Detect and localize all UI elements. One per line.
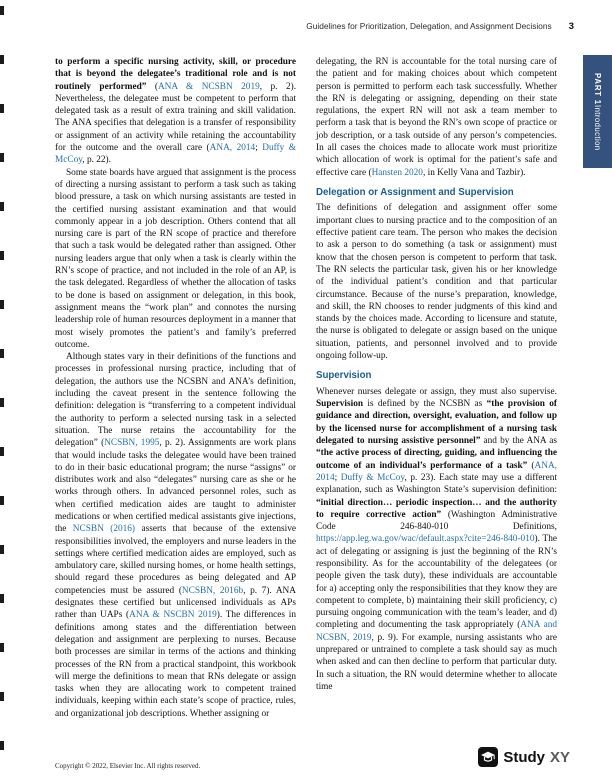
running-head [55, 21, 574, 32]
body-text: (Washington Administrative Code 246-840-010 Definitions, [316, 509, 557, 533]
edge-mark [0, 153, 4, 162]
running-head-title: Guidelines for Prioritization, Delegation, and Assignment Decisions [306, 21, 552, 31]
body-text: , p. 2). Assignments are work plans that would include tasks the delegatee would have been trained to do in their basic educational program; the nurse “assigns” or distributes work and also “delegates” nursing care as she or he works through others. In advanced personnel roles, such as when certified medication aides are taught to administer medications or when certified medical assistants give injections, the [55, 438, 296, 535]
part-section-label: Introduction [593, 104, 602, 151]
brand-name-secondary: XY [549, 748, 570, 766]
body-text: is defined by the NCSBN as [363, 399, 487, 410]
body-text: delegating, the RN is accountable for the total nursing care of the patient and for making choices about which competent person is permitted to perform each task successfully. Whether the RN is delegating or assigning, depending on their state regulations, the expert RN will not ask a team member to perform a task that is beyond the RN’s own scope of practice or job description, or a task outside of any person’s competencies. In all cases the choices made to allocate work must prioritize which allocation of work is optimal for the patient’s safe and effective care ( [316, 57, 557, 178]
edge-mark [0, 55, 4, 64]
body-text: ). The differences in definitions among states and the differentiation between delegation and assignment are perplexing to nurses. Because both processes are similar in terms of the actions and thinking processes of the RN from a practical standpoint, this workbook will merge the definitions to mean that RNs delegate or assign tasks when they are allocating work to competent trained individuals, keeping within each state’s scope of practice, rules, and organizational job descriptions. Whether assigning or [55, 610, 296, 719]
body-text: , p. 22). [82, 155, 111, 166]
citation-link[interactable]: Duffy & McCoy [55, 143, 296, 166]
body-text: Although states vary in their definitions of the functions and processes in professional nursing practice, including that of delegation, the authors use the NCSBN and ANA’s definition, including the caveat present in the sentence following the definition: delegation is “transferring to a competent individual the authority to perform a selected nursing task in a selected situation. The nurse retains the accountability for the delegation” ( [55, 352, 296, 449]
paragraph [316, 56, 557, 179]
edge-mark [0, 741, 4, 750]
section-heading: Supervision [316, 370, 372, 382]
paragraph [55, 56, 296, 167]
citation-link[interactable]: ANA and NCSBN, 2019 [316, 620, 557, 643]
citation-link[interactable]: NCSBN, 2016b [181, 585, 244, 596]
citation-link[interactable]: ANA & NCSBN 2019 [157, 81, 260, 92]
part-label: PART 1 [593, 72, 602, 105]
edge-mark [0, 643, 4, 652]
edge-mark [0, 6, 4, 15]
body-text: , p. 23). Each state may use a different explanation, such as Washington State’s supervision definition: [316, 472, 557, 496]
body-text: asserts that because of the extensive responsibilities involved, the employers and nurse leaders in the settings where certified medication aides are employed, such as ambulatory care, skilled nursing homes, or home health settings, should regard these procedures as being delegated and AP competencies must be assured ( [55, 524, 296, 596]
paragraph [55, 167, 296, 351]
citation-link[interactable]: NCSBN, 1995 [104, 438, 160, 449]
body-text: ; [255, 143, 263, 154]
body-text: ( [146, 81, 158, 92]
edge-mark [0, 104, 4, 113]
paragraph [316, 202, 557, 362]
edge-mark [0, 300, 4, 309]
graduation-cap-icon [478, 747, 498, 767]
body-text: Whenever nurses delegate or assign, they must also supervise. [316, 386, 557, 397]
edge-mark [0, 398, 4, 407]
paragraph [316, 386, 557, 693]
citation-link[interactable]: Hansten 2020 [371, 167, 423, 178]
citation-link[interactable]: https://app.leg.wa.gov/wac/default.aspx?cite=246-840-010 [316, 534, 535, 545]
text-columns [55, 56, 557, 753]
body-text: ). The act of delegating or assigning is just the beginning of the RN’s responsibility. As for the accountability of the delegatees (or people given the task duty), these individuals are accountable for a) accepting only the responsibilities that they know they are competent to complete, b) maintaining their skill proficiency, c) pursuing ongoing communication with the team’s leader, and d) completing and documenting the task appropriately ( [316, 534, 557, 631]
body-text: The definitions of delegation and assignment offer some important clues to nursing practice and to the composition of an effective patient care team. The person who makes the decision to ask a person to do something (a task or assignment) must know that the chosen person is competent to perform that task. The RN selects the particular task, given his or her knowledge of the individual patient’s condition and that particular circumstance. Because of the nurse’s preparation, knowledge, and skill, the RN chooses to render judgments of this kind and stands by the choices made. According to licensure and statute, the nurse is obligated to delegate or assign based on the unique situation, patients, and personnel involved and to provide ongoing follow-up. [316, 203, 557, 362]
body-text: , p. 7). ANA designates these certified but unlicensed individuals as APs rather than UAPs ( [55, 585, 296, 621]
edge-mark [0, 496, 4, 505]
body-text: ; [334, 472, 341, 483]
body-text: and by the ANA as [480, 436, 557, 447]
body-text: , p. 2). Nevertheless, the delegatee must be competent to perform that delegated task as a result of extra training and skill validation. The ANA specifies that delegation is a transfer of responsibility or assignment of an activity while retaining the accountability for the outcome and the overall care ( [55, 81, 297, 154]
edge-mark [0, 202, 4, 211]
body-text: ( [527, 460, 535, 471]
bold-text: Supervision [316, 399, 364, 410]
citation-link[interactable]: Duffy & McCoy [340, 472, 405, 483]
body-text: , p. 9). For example, nursing assistants who are unprepared or untrained to complete a task should say as much when asked and can then decline to perform that particular duty. In such a situation, the RN would determine whether to allocate time [316, 632, 557, 692]
bold-text: “the provision of guidance and direction, oversight, evaluation, and follow up by the licensed nurse for accomplishment of a nursing task delegated to nursing assistive personnel” [316, 399, 557, 447]
citation-link[interactable]: ANA, 2014 [209, 143, 256, 154]
bold-text: “the active process of directing, guiding, and influencing the outcome of an individual’s performance of a task” [316, 448, 557, 471]
bold-text: to perform a specific nursing activity, skill, or procedure that is beyond the delegatee’s traditional role and is not routinely performed” [55, 57, 296, 92]
left-column [55, 56, 296, 753]
brand-name-primary: Study [503, 748, 545, 766]
body-text: , in Kelly Vana and Tazbir). [422, 167, 526, 178]
edge-mark [0, 447, 4, 456]
body-text: Some state boards have argued that assignment is the process of directing a nursing assistant to perform a task such as taking blood pressure, a task on which nursing assistants are tested in the certified nursing assistant examination and that would commonly appear in a job description. Others contend that all nursing care is part of the RN scope of practice and therefore that such a task would be delegated rather than assigned. Other nursing leaders argue that only when a task is clearly within the RN’s scope of practice, and not included in the role of an AP, is the task delegated. Regardless of whether the allocation of tasks to be done is based on assignment or delegation, in this book, assignment means the “work plan” and connotes the nursing leadership role of human resources deployment in a manner that most wisely promotes the patient’s and family’s preferred outcome. [55, 167, 296, 350]
edge-mark [0, 349, 4, 358]
edge-mark [0, 692, 4, 701]
part-tab [583, 55, 612, 168]
edge-mark [0, 545, 4, 554]
section-heading: Delegation or Assignment and Supervision [316, 186, 514, 198]
page-number: 3 [568, 21, 574, 32]
copyright-line: Copyright © 2022, Elsevier Inc. All rights reserved. [55, 762, 201, 770]
edge-mark [0, 594, 4, 603]
edge-mark [0, 251, 4, 260]
citation-link[interactable]: ANA, 2014 [316, 460, 557, 483]
right-column [316, 56, 557, 753]
paragraph [55, 351, 296, 720]
citation-link[interactable]: ANA & NSCBN 2019 [129, 610, 217, 621]
citation-link[interactable]: NCSBN (2016) [72, 524, 136, 535]
bold-text: “initial direction… periodic inspection… and the authority to require corrective action” [316, 497, 557, 520]
studyxy-logo [460, 737, 578, 777]
